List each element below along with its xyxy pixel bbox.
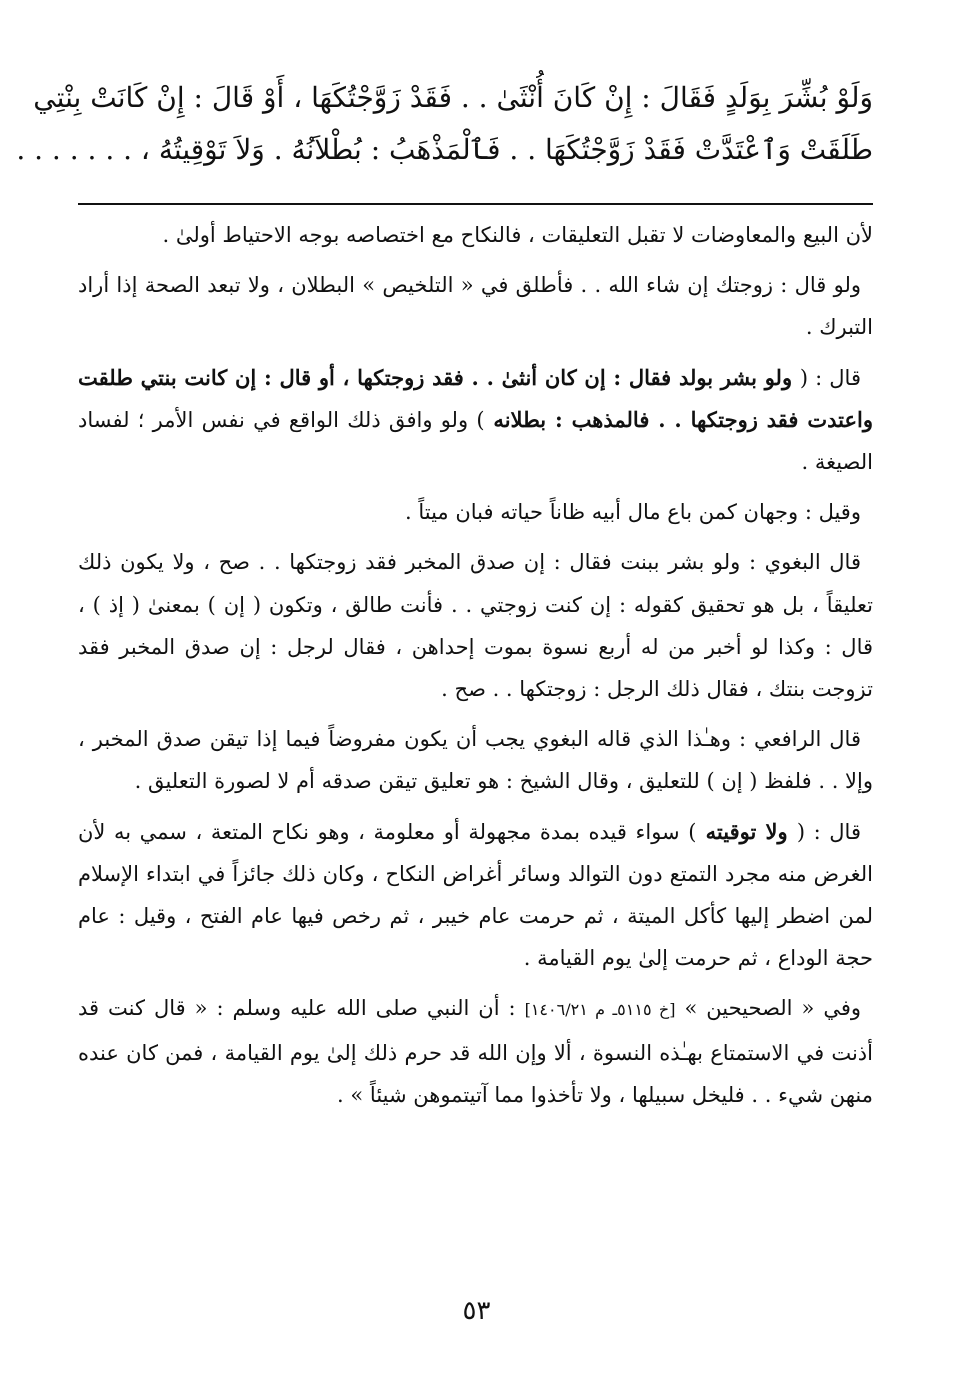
paragraph-3-intro: قال : ( [799,365,861,390]
paragraph-3-rest: ) ولو وافق ذلك الواقع في نفس الأمر ؛ لفساد الصيغة . [78,407,873,475]
paragraph-8 [78,987,873,1116]
paragraph-7-rest: ) سواء قيده بمدة مجهولة أو معلومة ، وهو نكاح المتعة ، سمي به لأن الغرض منه مجرد التمتع دون التوالد وسائر أغراض النكاح ، وكان ذلك جائزاً في ابتداء الإسلام لمن اضطر إليها كأكل الميتة ، ثم حرمت عام خيبر ، ثم رخص فيها عام الفتح ، وقيل : عام حجة الوداع ، ثم حرمت إلىٰ يوم القيامة . [78,819,873,971]
paragraph-5-text: قال البغوي : ولو بشر ببنت فقال : إن صدق المخبر فقد زوجتكها . . صح ، ولا يكون ذلك تعليقاً ، بل هو تحقيق كقوله : إن كنت زوجتي . . فأنت طالق ، وتكون ( إن ) بمعنىٰ ( إذ ) ، قال : وكذا لو أخبر من له أربع نسوة بموت إحداهن ، فقال لرجل : إن صدق المخبر فقد تزوجت بنتك ، فقال ذلك الرجل : زوجتكها . . صح . [78,550,873,702]
paragraph-3-quote: ولو بشر بولد فقال : إن كان أنثىٰ . . فقد زوجتكها ، أو قال : إن كانت بنتي طلقت واعتدت فقد زوجتكها . . فالمذهب : بطلانه [78,364,873,432]
paragraph-2 [78,264,873,348]
paragraph-6 [78,718,873,802]
paragraph-4 [78,491,873,533]
paragraph-6-text: قال الرافعي : وهـٰذا الذي قاله البغوي يجب أن يكون مفروضاً فيما إذا تيقن صدق المخبر ، وإلا . . فلفظ ( إن ) للتعليق ، وقال الشيخ : هو تعليق تيقن صدقه أم لا لصورة التعليق . [78,727,873,794]
paragraph-4-text: وقيل : وجهان كمن باع مال أبيه ظاناً حياته فبان ميتاً . [405,500,861,525]
separator-rule [78,203,873,205]
matn-text [16,72,873,176]
paragraph-7 [78,811,873,980]
paragraph-3 [78,357,873,484]
paragraph-1-text: لأن البيع والمعاوضات لا تقبل التعليقات ، فالنكاح مع اختصاصه بوجه الاحتياط أولىٰ . [162,223,873,247]
matn-line-1: وَلَوْ بُشِّرَ بِوَلَدٍ فَقَالَ : إِنْ كَانَ أُنْثَىٰ . . فَقَدْ زَوَّجْتُكَهَا ، أَوْ قَالَ : إِنْ كَانَتْ بِنْتِي [33,81,873,114]
matn-line-2: طَلَقَتْ وَٱعْتَدَّتْ فَقَدْ زَوَّجْتُكَهَا . . فَٱلْمَذْهَبُ : بُطْلاَنُهُ . وَلاَ تَوْقِيتُهُ ، . . . . . . . [16,133,873,166]
paragraph-7-intro: قال : ( [796,819,861,844]
paragraph-5 [78,541,873,710]
paragraph-7-quote: ولا توقيته [696,818,797,844]
paragraph-8-intro: وفي « الصحيحين » [675,996,862,1021]
paragraph-8-text: : أن النبي صلى الله عليه وسلم : « قال كنت قد أذنت في الاستمتاع بهـٰذه النسوة ، ألا وإن الله قد حرم ذلك إلىٰ يوم القيامة ، فمن كان عنده منهن شيء . . فليخل سبيلها ، ولا تأخذوا مما آتيتموهن شيئاً » . [78,996,873,1107]
paragraph-1 [78,214,873,256]
sharh-text [78,214,873,1124]
hadith-reference: [خ ٥١١٥ـ م ١٤٠٦/٢١] [524,1000,676,1020]
page-number: ٥٣ [462,1296,491,1326]
paragraph-2-text: ولو قال : زوجتك إن شاء الله . . فأطلق في « التلخيص » البطلان ، ولا تبعد الصحة إذا أراد التبرك . [78,273,873,340]
